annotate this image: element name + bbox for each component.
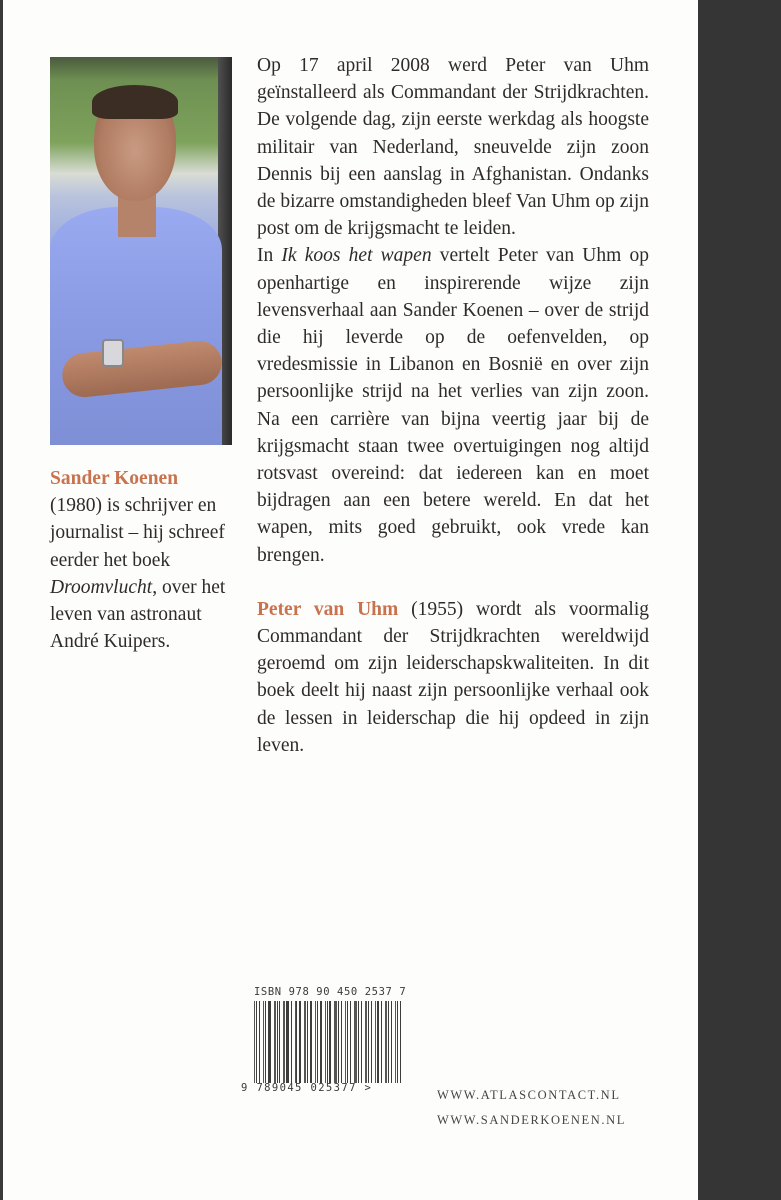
paragraph-2-prefix: In [257, 245, 282, 267]
paragraph-3-body: (1955) wordt als voormalig Commandant der Strijdkrachten wereldwijd geroemd om zijn leiderschapskwaliteiten. In dit boek deelt hij naast zijn persoonlijke verhaal ook de lessen in leiderschap die hij opdeed in zijn leven. [257, 598, 649, 756]
author-photo [50, 57, 232, 445]
barcode-bar [274, 1001, 276, 1083]
barcode-bar [283, 1001, 285, 1083]
barcode-bar [320, 1001, 322, 1083]
barcode-bar [310, 1001, 313, 1083]
cover-left-edge [0, 0, 3, 1200]
barcode-bar [358, 1001, 359, 1083]
barcode-bar [307, 1001, 308, 1083]
barcode-bar [345, 1001, 346, 1083]
barcode-bar [395, 1001, 397, 1083]
blurb-paragraph-2 [257, 242, 649, 568]
book-spine-edge [698, 0, 781, 1200]
barcode-bar [397, 1001, 398, 1083]
bio-text-2: , over het leven van astronaut André Kuipers. [50, 576, 226, 653]
barcode-bar [391, 1001, 392, 1083]
barcode-bar [277, 1001, 278, 1083]
barcode-bar [365, 1001, 367, 1083]
co-author-bio [50, 465, 230, 655]
bio-text-1: (1980) is schrijver en journalist – hij schreef eerder het boek [50, 495, 225, 571]
barcode-bar [304, 1001, 306, 1083]
barcode-bar [263, 1001, 264, 1083]
previous-book-title: Droomvlucht [50, 576, 153, 598]
barcode-bar [315, 1001, 316, 1083]
isbn-label: ISBN 978 90 450 2537 7 [254, 986, 407, 998]
barcode-bar [377, 1001, 380, 1083]
barcode-bar [334, 1001, 337, 1083]
barcode-bar [254, 1001, 255, 1083]
barcode-bar [256, 1001, 257, 1083]
barcode-bar [354, 1001, 357, 1083]
paragraph-2-body: vertelt Peter van Uhm op openhartige en inspirerende wijze zijn levensverhaal aan Sander Koenen – over de strijd die hij leverde op de oefenvelden, op vredesmissie in Libanon en Bosnië en over zijn persoonlijke strijd na het verlies van zijn zoon. Na een carrière van bijna veertig jaar bij de krijgsmacht staan twee overtuigingen nog altijd rotsvast overeind: dat iedereen kan en moet bijdragen aan een betere wereld. En dat het wapen, mits goed gebruikt, ook vrede kan brengen. [257, 245, 649, 566]
barcode [254, 1001, 404, 1083]
barcode-bar [265, 1001, 266, 1083]
photo-hair [92, 85, 178, 119]
author-name-koenen: Sander Koenen [50, 468, 179, 489]
barcode-bar [385, 1001, 387, 1083]
barcode-bar [375, 1001, 376, 1083]
barcode-bar [317, 1001, 318, 1083]
blurb-paragraph-1: Op 17 april 2008 werd Peter van Uhm geïnstalleerd als Commandant der Strijdkrachten. De volgende dag, zijn eerste werkdag als hoogste militair van Nederland, sneuvelde zijn zoon Dennis bij een aanslag in Afghanistan. Ondanks de bizarre omstandigheden bleef Van Uhm op zijn post om de krijgsmacht te leiden. [257, 55, 649, 240]
barcode-bar [361, 1001, 363, 1083]
barcode-bar [296, 1001, 297, 1083]
photo-shirt [50, 207, 222, 445]
barcode-bar [268, 1001, 271, 1083]
book-title: Ik koos het wapen [281, 245, 432, 267]
barcode-bar [338, 1001, 339, 1083]
blurb-paragraph-3 [257, 596, 649, 759]
barcode-bar [279, 1001, 280, 1083]
barcode-bar [327, 1001, 328, 1083]
blurb-main-column [257, 52, 649, 759]
barcode-bar [259, 1001, 261, 1083]
barcode-bar [295, 1001, 296, 1083]
watch-icon [102, 339, 124, 367]
barcode-bar [341, 1001, 343, 1083]
barcode-bar [368, 1001, 369, 1083]
barcode-bar [329, 1001, 331, 1083]
barcode-bar [286, 1001, 289, 1083]
barcode-bar [299, 1001, 301, 1083]
barcode-bar [347, 1001, 348, 1083]
barcode-bar [371, 1001, 372, 1083]
url-sanderkoenen[interactable]: WWW.SANDERKOENEN.NL [437, 1113, 626, 1127]
barcode-bar [291, 1001, 292, 1083]
barcode-bar [388, 1001, 389, 1083]
url-atlascontact[interactable]: WWW.ATLASCONTACT.NL [437, 1088, 621, 1102]
publisher-urls [437, 1083, 626, 1133]
barcode-bar [381, 1001, 382, 1083]
author-name-van-uhm: Peter van Uhm [257, 598, 399, 620]
barcode-bar [350, 1001, 351, 1083]
barcode-bar [325, 1001, 326, 1083]
barcode-bar [400, 1001, 401, 1083]
barcode-digits: 9 789045 025377 > [241, 1082, 373, 1094]
